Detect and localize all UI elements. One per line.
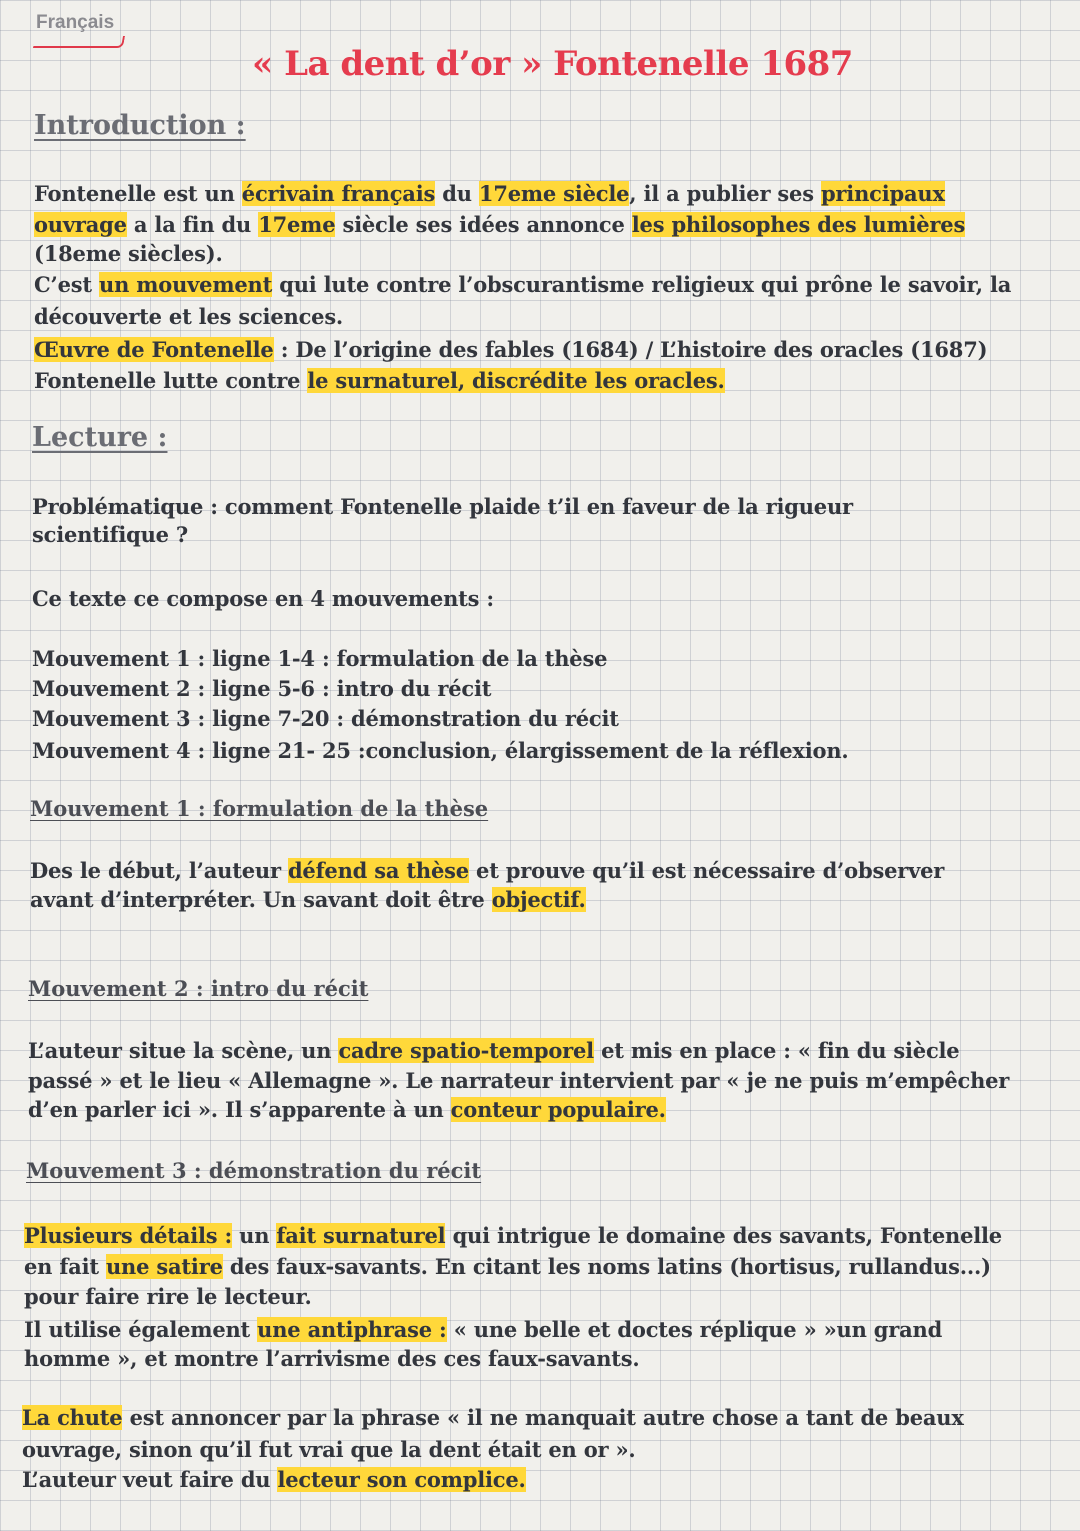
- m3-line-1: Plusieurs détails : un fait surnaturel qui intrigue le domaine des savants, Fontenelle: [24, 1223, 1002, 1248]
- intro-line-1: Fontenelle est un écrivain français du 17eme siècle, il a publier ses principaux: [34, 181, 945, 206]
- m3-line-7: ouvrage, sinon qu’il fut vrai que la dent était en or ».: [22, 1437, 636, 1462]
- intro-line-4: C’est un mouvement qui lute contre l’obscurantisme religieux qui prône le savoir, la: [34, 272, 1012, 297]
- page-title: « La dent d’or » Fontenelle 1687: [252, 44, 853, 84]
- intro-line-3: (18eme siècles).: [34, 241, 223, 266]
- subject-label: Français: [36, 12, 115, 33]
- heading-mouvement-1: Mouvement 1 : formulation de la thèse: [30, 796, 489, 821]
- m3-line-5: homme », et montre l’arrivisme des ces faux-savants.: [24, 1346, 640, 1371]
- subject-underline: [33, 36, 125, 48]
- m2-line-1: L’auteur situe la scène, un cadre spatio-temporel et mis en place : « fin du siècle: [28, 1038, 960, 1063]
- heading-introduction: Introduction :: [34, 110, 246, 141]
- problematique-line-1: Problématique : comment Fontenelle plaide t’il en faveur de la rigueur: [32, 494, 853, 519]
- m3-line-2: en fait une satire des faux-savants. En citant les noms latins (hortisus, rullandus...): [24, 1254, 991, 1279]
- intro-line-5: découverte et les sciences.: [34, 304, 344, 329]
- intro-line-2: ouvrage a la fin du 17eme siècle ses idées annonce les philosophes des lumières: [34, 212, 966, 237]
- m1-line-1: Des le début, l’auteur défend sa thèse et prouve qu’il est nécessaire d’observer: [30, 858, 945, 883]
- m3-line-3: pour faire rire le lecteur.: [24, 1284, 312, 1309]
- heading-mouvement-3: Mouvement 3 : démonstration du récit: [26, 1158, 482, 1183]
- m3-line-8: L’auteur veut faire du lecteur son complice.: [22, 1467, 526, 1492]
- intro-line-6: Œuvre de Fontenelle : De l’origine des fables (1684) / L’histoire des oracles (1687): [34, 337, 988, 362]
- mouvement-list-4: Mouvement 4 : ligne 21- 25 :conclusion, élargissement de la réflexion.: [32, 738, 849, 763]
- problematique-line-2: scientifique ?: [32, 522, 189, 547]
- intro-line-7: Fontenelle lutte contre le surnaturel, discrédite les oracles.: [34, 368, 725, 393]
- m2-line-3: d’en parler ici ». Il s’apparente à un conteur populaire.: [28, 1097, 666, 1122]
- heading-lecture: Lecture :: [32, 422, 168, 453]
- compose-line: Ce texte ce compose en 4 mouvements :: [32, 586, 494, 611]
- mouvement-list-1: Mouvement 1 : ligne 1-4 : formulation de la thèse: [32, 646, 608, 671]
- mouvement-list-2: Mouvement 2 : ligne 5-6 : intro du récit: [32, 676, 492, 701]
- heading-mouvement-2: Mouvement 2 : intro du récit: [28, 976, 369, 1001]
- m2-line-2: passé » et le lieu « Allemagne ». Le narrateur intervient par « je ne puis m’empêcher: [28, 1068, 1010, 1093]
- mouvement-list-3: Mouvement 3 : ligne 7-20 : démonstration du récit: [32, 706, 619, 731]
- m1-line-2: avant d’interpréter. Un savant doit être objectif.: [30, 887, 586, 912]
- m3-line-4: Il utilise également une antiphrase : « une belle et doctes réplique » »un grand: [24, 1317, 943, 1342]
- m3-line-6: La chute est annoncer par la phrase « il ne manquait autre chose a tant de beaux: [22, 1405, 964, 1430]
